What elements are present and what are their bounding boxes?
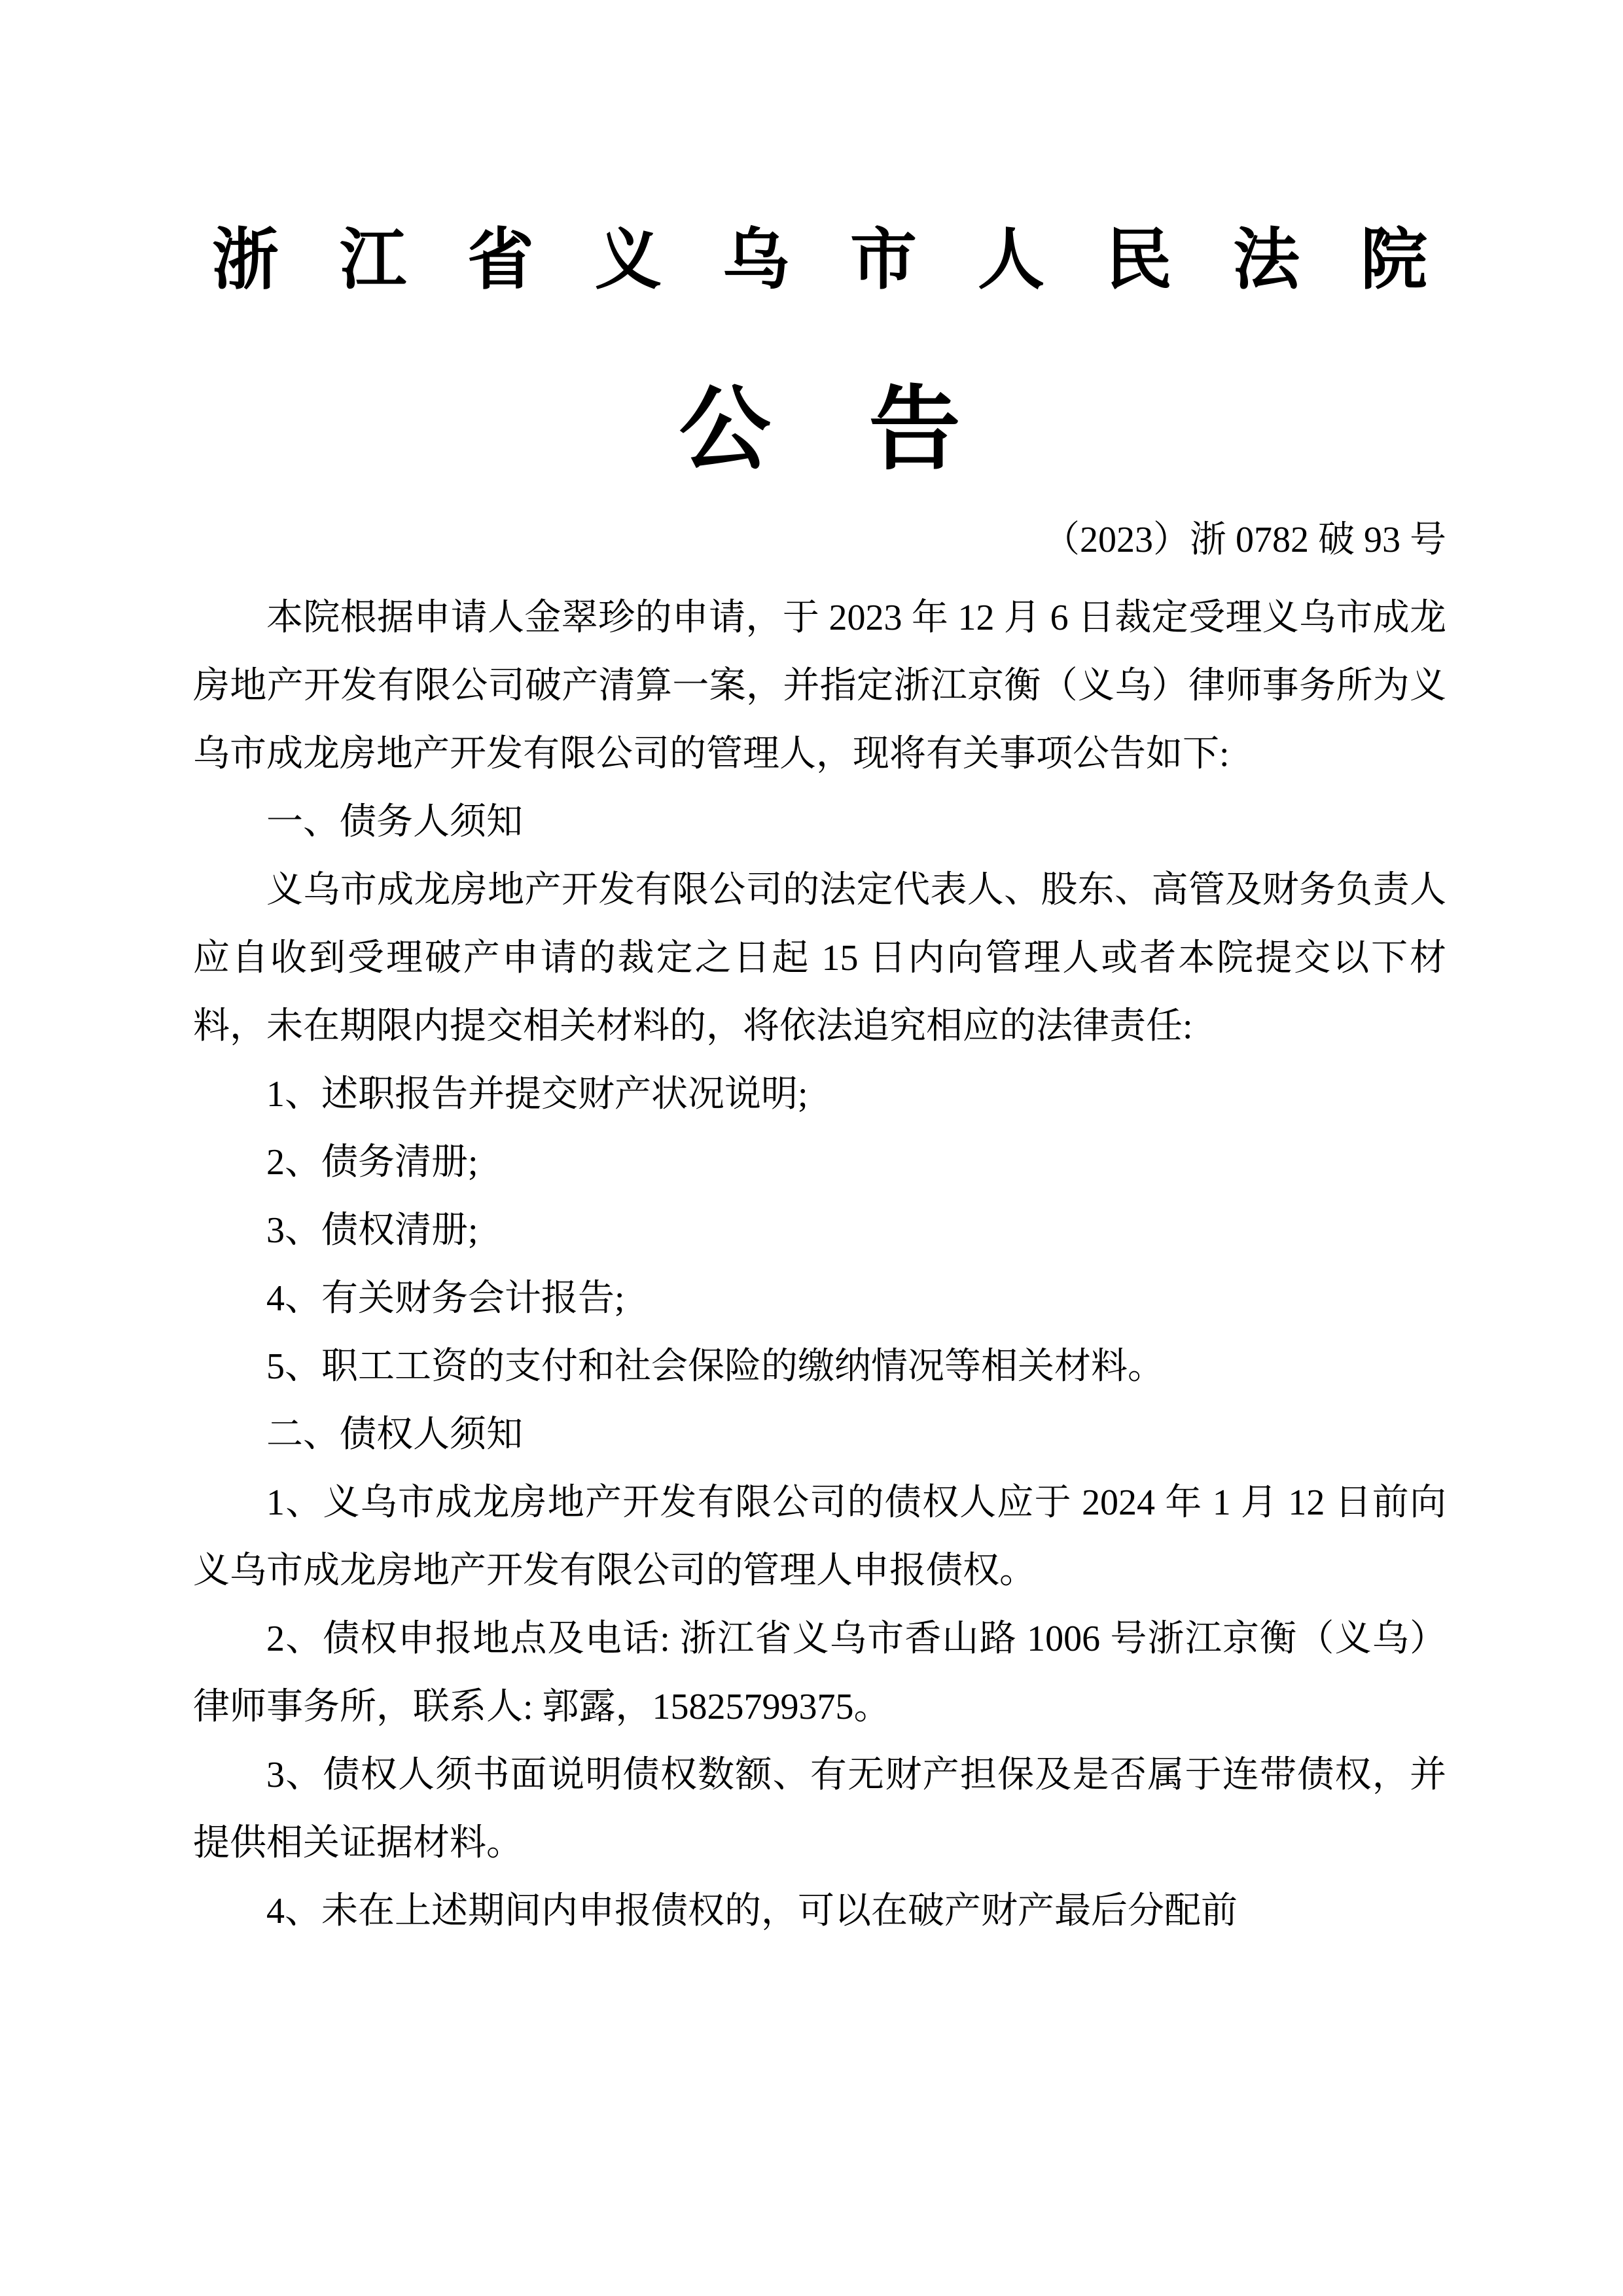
paragraph-item-5: 5、职工工资的支付和社会保险的缴纳情况等相关材料。: [266, 1346, 1164, 1387]
paragraph-intro: 本院根据申请人金翠珍的申请，于 2023 年 12 月 6 日裁定受理义乌市成龙房地产开发有限公司破产清算一案，并指定浙江京衡（义乌）律师事务所为义乌市成龙房地产开发有限公司的管理人，现将有关事项公告如下:: [193, 597, 1446, 774]
paragraph-creditor-item-1: 1、义乌市成龙房地产开发有限公司的债权人应于 2024 年 1 月 12 日前向义乌市成龙房地产开发有限公司的管理人申报债权。: [193, 1482, 1446, 1591]
paragraph-item-3: 3、债权清册;: [266, 1210, 478, 1251]
paragraph-item-1: 1、述职报告并提交财产状况说明;: [266, 1073, 808, 1115]
paragraph-debtor-obligations: 义乌市成龙房地产开发有限公司的法定代表人、股东、高管及财务负责人应自收到受理破产申请的裁定之日起 15 日内向管理人或者本院提交以下材料，未在期限内提交相关材料的，将依法追究相应的法律责任:: [193, 869, 1446, 1047]
paragraph-creditor-item-3: 3、债权人须书面说明债权数额、有无财产担保及是否属于连带债权，并提供相关证据材料。: [193, 1754, 1446, 1863]
case-number: （2023）浙 0782 破 93 号: [1043, 520, 1446, 561]
paragraph-item-2: 2、债务清册;: [266, 1141, 478, 1183]
paragraph-section-1-heading: 一、债务人须知: [266, 801, 523, 842]
paragraph-section-2-heading: 二、债权人须知: [266, 1414, 523, 1455]
court-title: 浙江省义乌市人民法院: [212, 224, 1488, 298]
paragraph-creditor-item-4: 4、未在上述期间内申报债权的，可以在破产财产最后分配前: [266, 1890, 1238, 1931]
paragraph-creditor-item-2: 2、债权申报地点及电话: 浙江省义乌市香山路 1006 号浙江京衡（义乌）律师事务所，联系人: 郭露，15825799375。: [193, 1618, 1446, 1727]
announcement-body: [193, 584, 1446, 1945]
announcement-title: 公告: [679, 380, 1059, 482]
paragraph-item-4: 4、有关财务会计报告;: [266, 1278, 625, 1319]
